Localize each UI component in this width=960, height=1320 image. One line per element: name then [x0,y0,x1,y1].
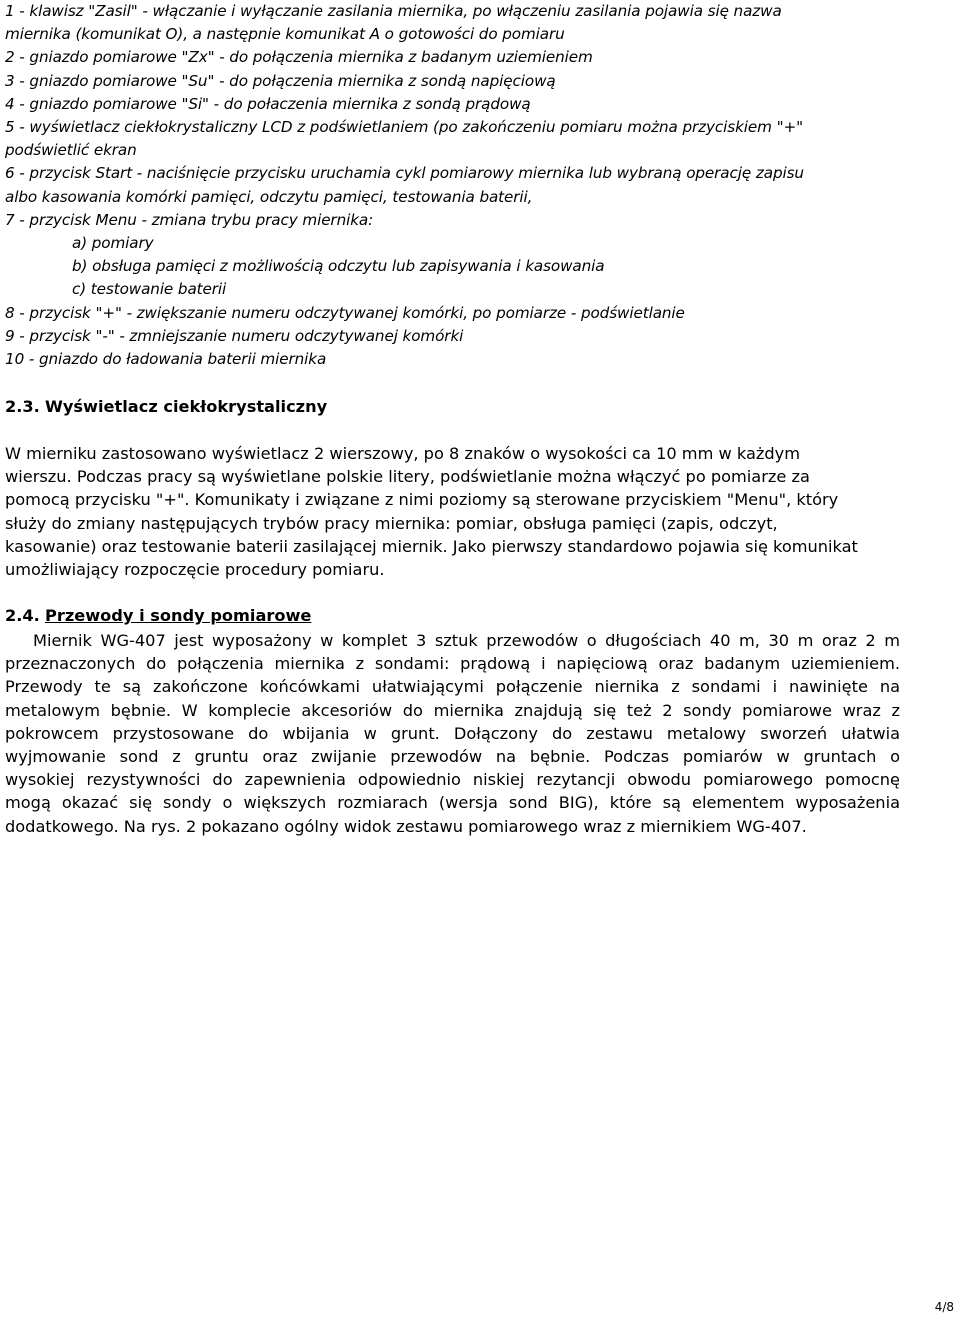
section-number: 2.3. [5,397,40,416]
list-item: 2 - gniazdo pomiarowe "Zx" - do połączenia miernika z badanym uziemieniem [5,48,593,67]
paragraph-line: dodatkowego. Na rys. 2 pokazano ogólny widok zestawu pomiarowego wraz z miernikiem WG-407. [5,816,807,836]
section-number: 2.4. [5,606,40,625]
list-item: 8 - przycisk "+" - zwiększanie numeru odczytywanej komórki, po pomiarze - podświetlanie [5,303,685,322]
paragraph-line: Miernik WG-407 jest wyposażony w komplet 3 sztuk przewodów o długościach 40 m, 30 m oraz 2 m [33,631,900,650]
page-number: 4/8 [934,1300,954,1314]
device-elements-list [5,0,955,371]
paragraph-line: wyjmowanie sond z gruntu oraz zwijanie przewodów na bębnie. Podczas pomiarów w gruntach o [5,747,900,767]
paragraph-line: wysokiej rezystywności do zapewnienia odpowiednio niskiej rezytancji obwodu pomiarowego pomocnę [5,770,900,790]
paragraph-line: kasowanie) oraz testowanie baterii zasilającej miernik. Jako pierwszy standardowo pojawia się komunikat [5,536,858,556]
paragraph-line: mogą okazać się sondy o większych rozmiarach (wersja sond BIG), które są elementem wyposażenia [5,793,900,813]
list-item: 6 - przycisk Start - naciśnięcie przycisku uruchamia cykl pomiarowy miernika lub wybraną operację zapisu [5,164,804,183]
list-item: 5 - wyświetlacz ciekłokrystaliczny LCD z podświetlaniem (po zakończeniu pomiaru można przyciskiem "+" [5,118,803,137]
menu-mode-item: b) obsługa pamięci z możliwością odczytu lub zapisywania i kasowania [72,257,605,276]
list-item: albo kasowania komórki pamięci, odczytu pamięci, testowania baterii, [5,187,533,206]
list-item: 3 - gniazdo pomiarowe "Su" - do połączenia miernika z sondą napięciową [5,71,556,90]
paragraph-line: W mierniku zastosowano wyświetlacz 2 wierszowy, po 8 znaków o wysokości ca 10 mm w każdym [5,444,801,463]
paragraph-line: umożliwiający rozpoczęcie procedury pomiaru. [5,560,385,580]
list-item: podświetlić ekran [5,141,137,160]
paragraph-line: metalowym bębnie. W komplecie akcesoriów do miernika znajdują się też 2 sondy pomiarowe wraz z [5,700,900,720]
section-2-4-paragraph [5,629,900,838]
paragraph-line: wierszu. Podczas pracy są wyświetlane polskie litery, podświetlanie można włączyć po pomiarze za [5,467,810,487]
paragraph-line: przeznaczonych do połączenia miernika z sondami: prądową i napięciową oraz badanym uziemieniem. [5,654,900,674]
list-item: miernika (komunikat O), a następnie komunikat A o gotowości do pomiaru [5,25,565,44]
list-item: 4 - gniazdo pomiarowe "Si" - do połaczenia miernika z sondą prądową [5,94,531,113]
menu-mode-item: a) pomiary [72,234,154,253]
list-item: 9 - przycisk "-" - zmniejszanie numeru odczytywanej komórki [5,326,464,345]
list-item: 1 - klawisz "Zasil" - włączanie i wyłączanie zasilania miernika, po włączeniu zasilania pojawia się nazwa [5,2,782,20]
list-item: 7 - przycisk Menu - zmiana trybu pracy miernika: [5,210,374,229]
paragraph-line: służy do zmiany następujących trybów pracy miernika: pomiar, obsługa pamięci (zapis, odczyt, [5,513,778,533]
section-title: Wyświetlacz ciekłokrystaliczny [44,397,328,416]
paragraph-line: Przewody te są zakończone końcówkami ułatwiającymi połączenie niernika z sondami i nawinięte na [5,677,900,697]
list-item: 10 - gniazdo do ładowania baterii miernika [5,350,327,369]
paragraph-line: pokrowcem przystosowane do wbijania w grunt. Dołączony do zestawu metalowy sworzeń ułatwia [5,723,900,743]
paragraph-line: pomocą przycisku "+". Komunikaty i związane z nimi poziomy są sterowane przyciskiem "Menu", który [5,490,839,510]
menu-mode-item: c) testowanie baterii [72,280,227,299]
section-2-3-paragraph [5,442,900,581]
section-title: Przewody i sondy pomiarowe [44,606,312,625]
section-heading-2-4 [5,605,955,627]
section-heading-2-3 [5,396,955,418]
